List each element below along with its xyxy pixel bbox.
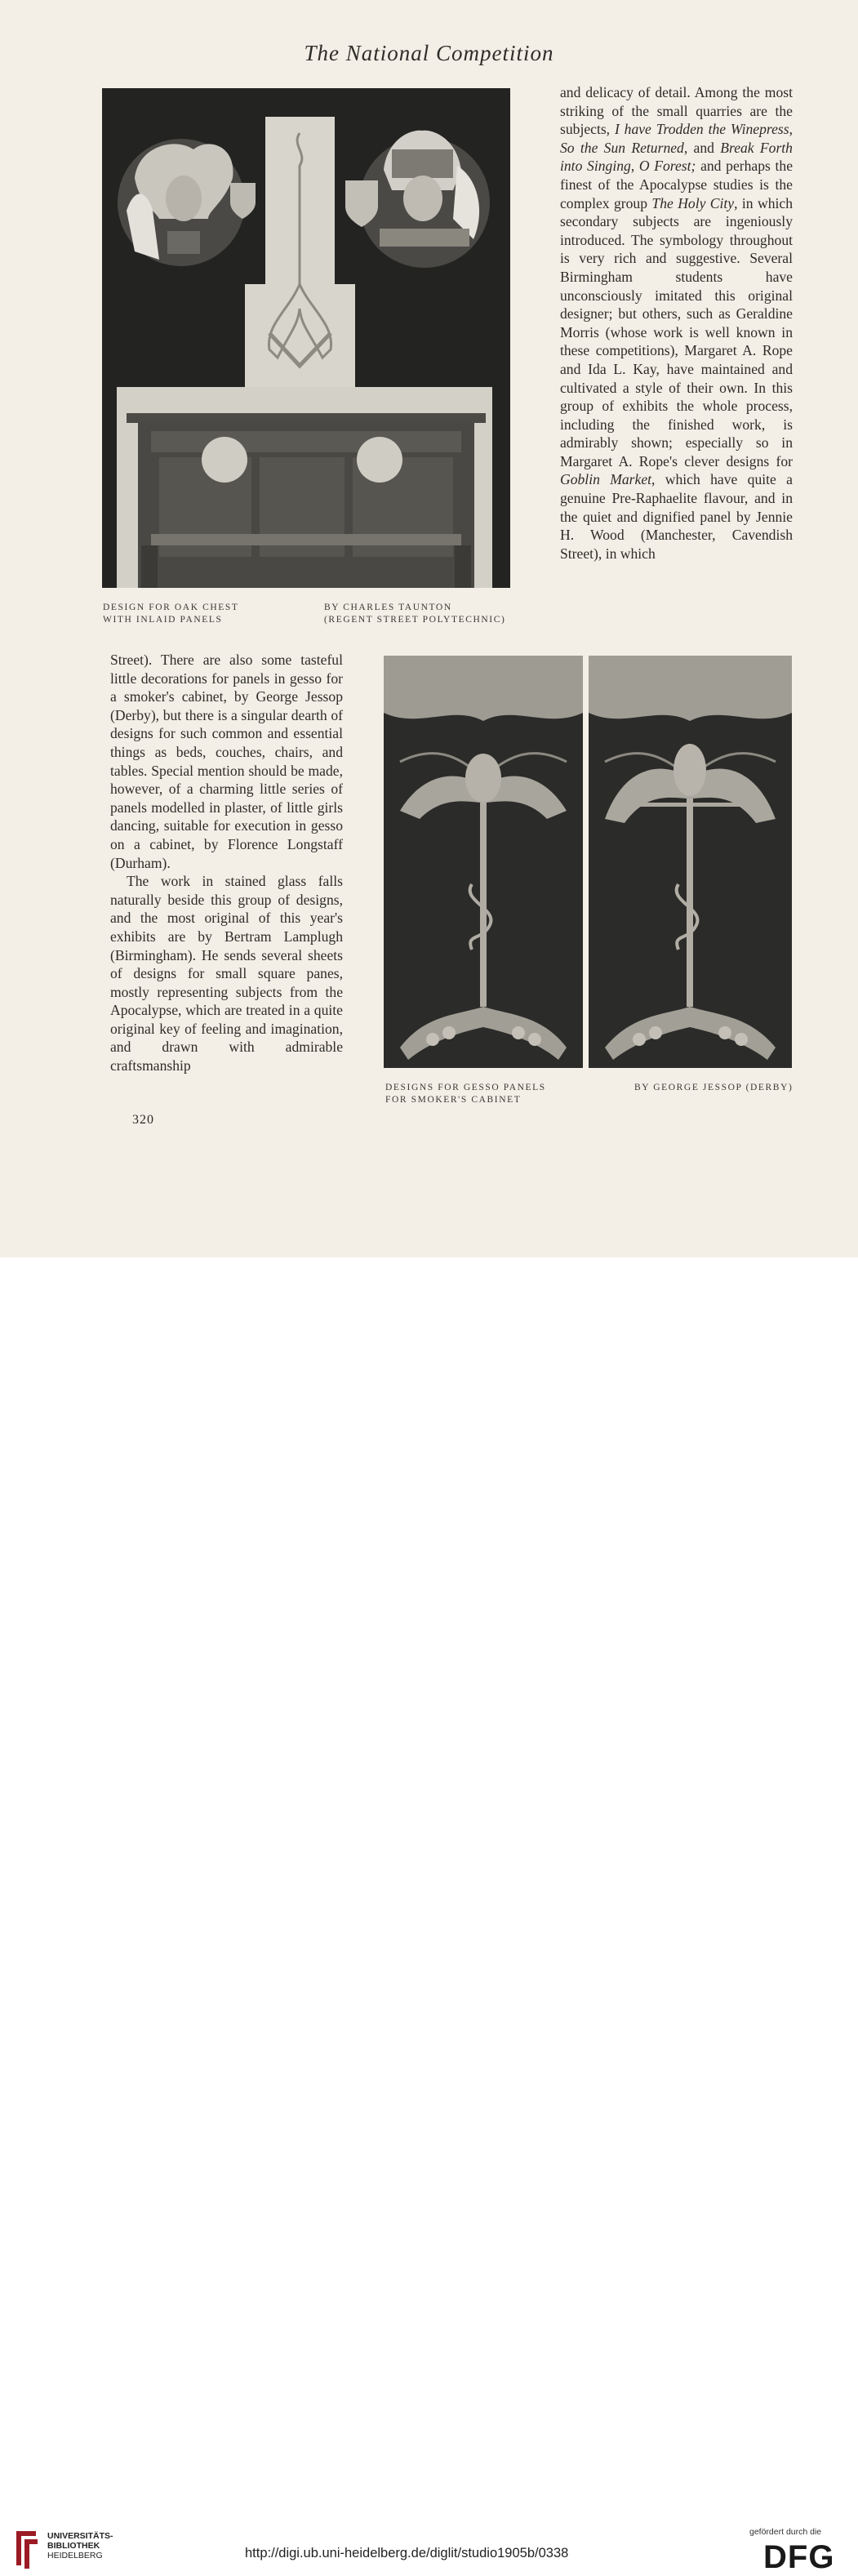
- oak-chest-drawing: [102, 88, 510, 588]
- owl-panel-drawing: [384, 656, 583, 1068]
- owl-panel-drawing: [589, 656, 792, 1068]
- figure1-credit-line: BY CHARLES TAUNTON: [324, 603, 452, 612]
- figure2-caption-credit: [634, 1082, 793, 1094]
- figure1-caption-line: DESIGN FOR OAK CHEST: [103, 603, 239, 612]
- library-logo-icon: [11, 2528, 42, 2570]
- figure2-caption-title: [385, 1082, 546, 1106]
- figure1-caption-credit: [324, 602, 505, 626]
- figure2-credit-line: BY GEORGE JESSOP (DERBY): [634, 1083, 794, 1092]
- gesso-panel-left: [384, 656, 583, 1068]
- figure1-credit-line: (REGENT STREET POLYTECHNIC): [324, 615, 506, 625]
- right-column-text: [560, 83, 793, 563]
- library-name-line: HEIDELBERG: [47, 2551, 103, 2560]
- oak-chest-illustration: [102, 88, 510, 588]
- digitization-footer: [0, 1257, 858, 2575]
- library-name-line: BIBLIOTHEK: [47, 2541, 100, 2551]
- figure1-caption-title: [103, 602, 239, 626]
- left-column-text: [110, 651, 343, 1075]
- left-column-paragraph-1: Street). There are also some tasteful little decorations for panels in gesso for a smoker's cabinet, by George Jessop (Derby), but there is a singular dearth of designs for such common and essential things as beds, couches, chairs, and tables. Special mention should be made, however, of a charming little series of panels modelled in plaster, of little girls dancing, suitable for execution in gesso on a cabinet, by Florence Longstaff (Durham).: [110, 652, 343, 871]
- right-column-paragraph: and delicacy of detail. Among the most striking of the small quarries are the subjects, I have Trodden the Winepress, So the Sun Returned, and Break Forth into Singing, O Forest; and perhaps the finest of the Apocalypse studies is the complex group The Holy City, in which secondary subjects are ingeniously introduced. The symbology throughout is very rich and suggestive. Several Birmingham students have unconsciously imitated this original designer; but others, such as Geraldine Morris (whose work is well known in these competitions), Margaret A. Rope and Ida L. Kay, have maintained and cultivated a style of their own. In this group of exhibits the whole process, including the finished work, is admirably shown; especially so in Margaret A. Rope's clever designs for Goblin Market, which have quite a genuine Pre-Raphaelite flavour, and in the quiet and dignified panel by Jennie H. Wood (Manchester, Cavendish Street), in which: [560, 84, 794, 562]
- figure2-caption-line: DESIGNS FOR GESSO PANELS: [385, 1083, 546, 1092]
- document-page: [0, 0, 858, 1257]
- library-name-line: UNIVERSITÄTS-: [47, 2531, 113, 2541]
- figure1-caption-line: WITH INLAID PANELS: [103, 615, 223, 625]
- library-name: [47, 2531, 113, 2560]
- figure2-caption-line: FOR SMOKER'S CABINET: [385, 1095, 522, 1105]
- page-number: 320: [132, 1113, 154, 1127]
- gesso-panel-right: [589, 656, 792, 1068]
- running-title: The National Competition: [304, 41, 554, 65]
- digital-copy-url-link[interactable]: http://digi.ub.uni-heidelberg.de/diglit/studio1905b/0338: [245, 2546, 569, 2560]
- sponsor-note: gefördert durch die: [749, 2527, 822, 2537]
- left-column-paragraph-2: The work in stained glass falls naturally beside this group of designs, and the most original of this year's exhibits are by Bertram Lamplugh (Birmingham). He sends several sheets of designs for small square panes, mostly representing subjects from the Apocalypse, which are treated in a quite original key of feeling and imagination, and drawn with admirable craftsmanship: [110, 873, 343, 1074]
- dfg-logo: DFG: [763, 2539, 835, 2575]
